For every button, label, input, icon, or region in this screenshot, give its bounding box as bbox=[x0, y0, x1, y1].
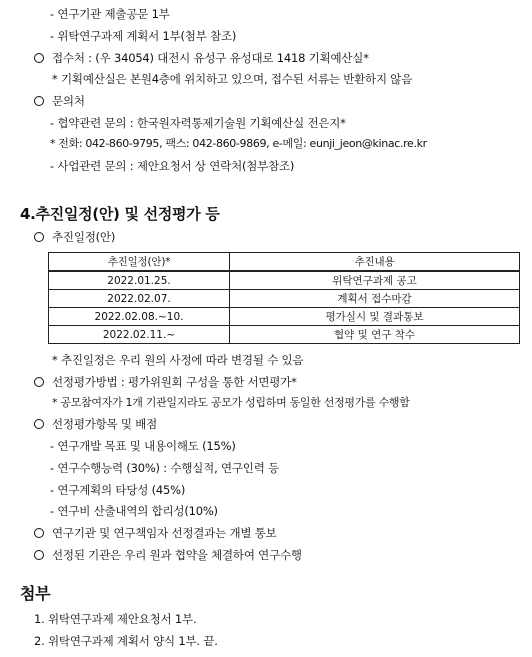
table-row bbox=[49, 271, 520, 290]
submission-item-official-letter: - 연구기관 제출공문 1부 bbox=[50, 7, 170, 21]
table-cell-content: 평가실시 및 결과통보 bbox=[230, 308, 520, 326]
table-header-content: 추진내용 bbox=[230, 253, 520, 272]
section-4-title: 4.추진일정(안) 및 선정평가 등 bbox=[20, 205, 220, 223]
schedule-note: * 추진일정은 우리 원의 사정에 따라 변경될 수 있음 bbox=[52, 353, 304, 367]
table-cell-content: 위탁연구과제 공고 bbox=[230, 271, 520, 290]
criteria-item: - 연구계획의 타당성 (45%) bbox=[50, 483, 186, 497]
contact-line: * 전화: 042-860-9795, 팩스: 042-860-9869, e-메일: eunji_jeon@kinac.re.kr bbox=[50, 137, 427, 150]
attachment-item: 2. 위탁연구과제 계획서 양식 1부. 끝. bbox=[34, 634, 218, 648]
circle-bullet-icon bbox=[34, 550, 44, 560]
inquiry-text: 문의처 bbox=[52, 94, 85, 108]
reception-text: 접수처 : (우 34054) 대전시 유성구 유성대로 1418 기획예산실* bbox=[52, 51, 369, 65]
criteria-item: - 연구비 산출내역의 합리성(10%) bbox=[50, 504, 218, 518]
table-row bbox=[49, 308, 520, 326]
table-cell-content: 계획서 접수마감 bbox=[230, 290, 520, 308]
method-text: 선정평가방법 : 평가위원회 구성을 통한 서면평가* bbox=[52, 375, 297, 389]
table-cell-date: 2022.01.25. bbox=[49, 271, 230, 290]
contract-inquiry: - 협약관련 문의 : 한국원자력통제기술원 기획예산실 전은지* bbox=[50, 116, 346, 130]
table-cell-content: 협약 및 연구 착수 bbox=[230, 326, 520, 344]
reception-line bbox=[34, 51, 369, 65]
circle-bullet-icon bbox=[34, 419, 44, 429]
criteria-item: - 연구개발 목표 및 내용이해도 (15%) bbox=[50, 439, 236, 453]
schedule-table bbox=[48, 252, 520, 344]
table-header-date: 추진일정(안)* bbox=[49, 253, 230, 272]
method-note: * 공모참여자가 1개 기관일지라도 공모가 성립하며 동일한 선정평가를 수행함 bbox=[52, 396, 410, 409]
notice-text: 연구기관 및 연구책임자 선정결과는 개별 통보 bbox=[52, 526, 277, 540]
circle-bullet-icon bbox=[34, 528, 44, 538]
table-row bbox=[49, 326, 520, 344]
table-cell-date: 2022.02.08.~10. bbox=[49, 308, 230, 326]
criteria-item: - 연구수행능력 (30%) : 수행실적, 연구인력 등 bbox=[50, 461, 279, 475]
schedule-label-line bbox=[34, 230, 115, 244]
contract-text: 선정된 기관은 우리 원과 협약을 체결하여 연구수행 bbox=[52, 548, 302, 562]
reception-note: * 기획예산실은 본원4층에 위치하고 있으며, 접수된 서류는 반환하지 않음 bbox=[52, 72, 413, 86]
attachments-title: 첨부 bbox=[20, 584, 51, 603]
submission-item-research-plan: - 위탁연구과제 계획서 1부(첨부 참조) bbox=[50, 29, 237, 43]
table-cell-date: 2022.02.07. bbox=[49, 290, 230, 308]
inquiry-line bbox=[34, 94, 85, 108]
circle-bullet-icon bbox=[34, 232, 44, 242]
circle-bullet-icon bbox=[34, 53, 44, 63]
contract-line bbox=[34, 548, 302, 562]
business-inquiry: - 사업관련 문의 : 제안요청서 상 연락처(첨부참조) bbox=[50, 159, 295, 173]
circle-bullet-icon bbox=[34, 96, 44, 106]
attachment-item: 1. 위탁연구과제 제안요청서 1부. bbox=[34, 612, 197, 626]
notice-line bbox=[34, 526, 277, 540]
method-line bbox=[34, 375, 297, 389]
table-cell-date: 2022.02.11.~ bbox=[49, 326, 230, 344]
table-header-row bbox=[49, 253, 520, 272]
table-row bbox=[49, 290, 520, 308]
criteria-text: 선정평가항목 및 배점 bbox=[52, 417, 158, 431]
schedule-label: 추진일정(안) bbox=[52, 230, 116, 244]
circle-bullet-icon bbox=[34, 377, 44, 387]
criteria-line bbox=[34, 417, 157, 431]
